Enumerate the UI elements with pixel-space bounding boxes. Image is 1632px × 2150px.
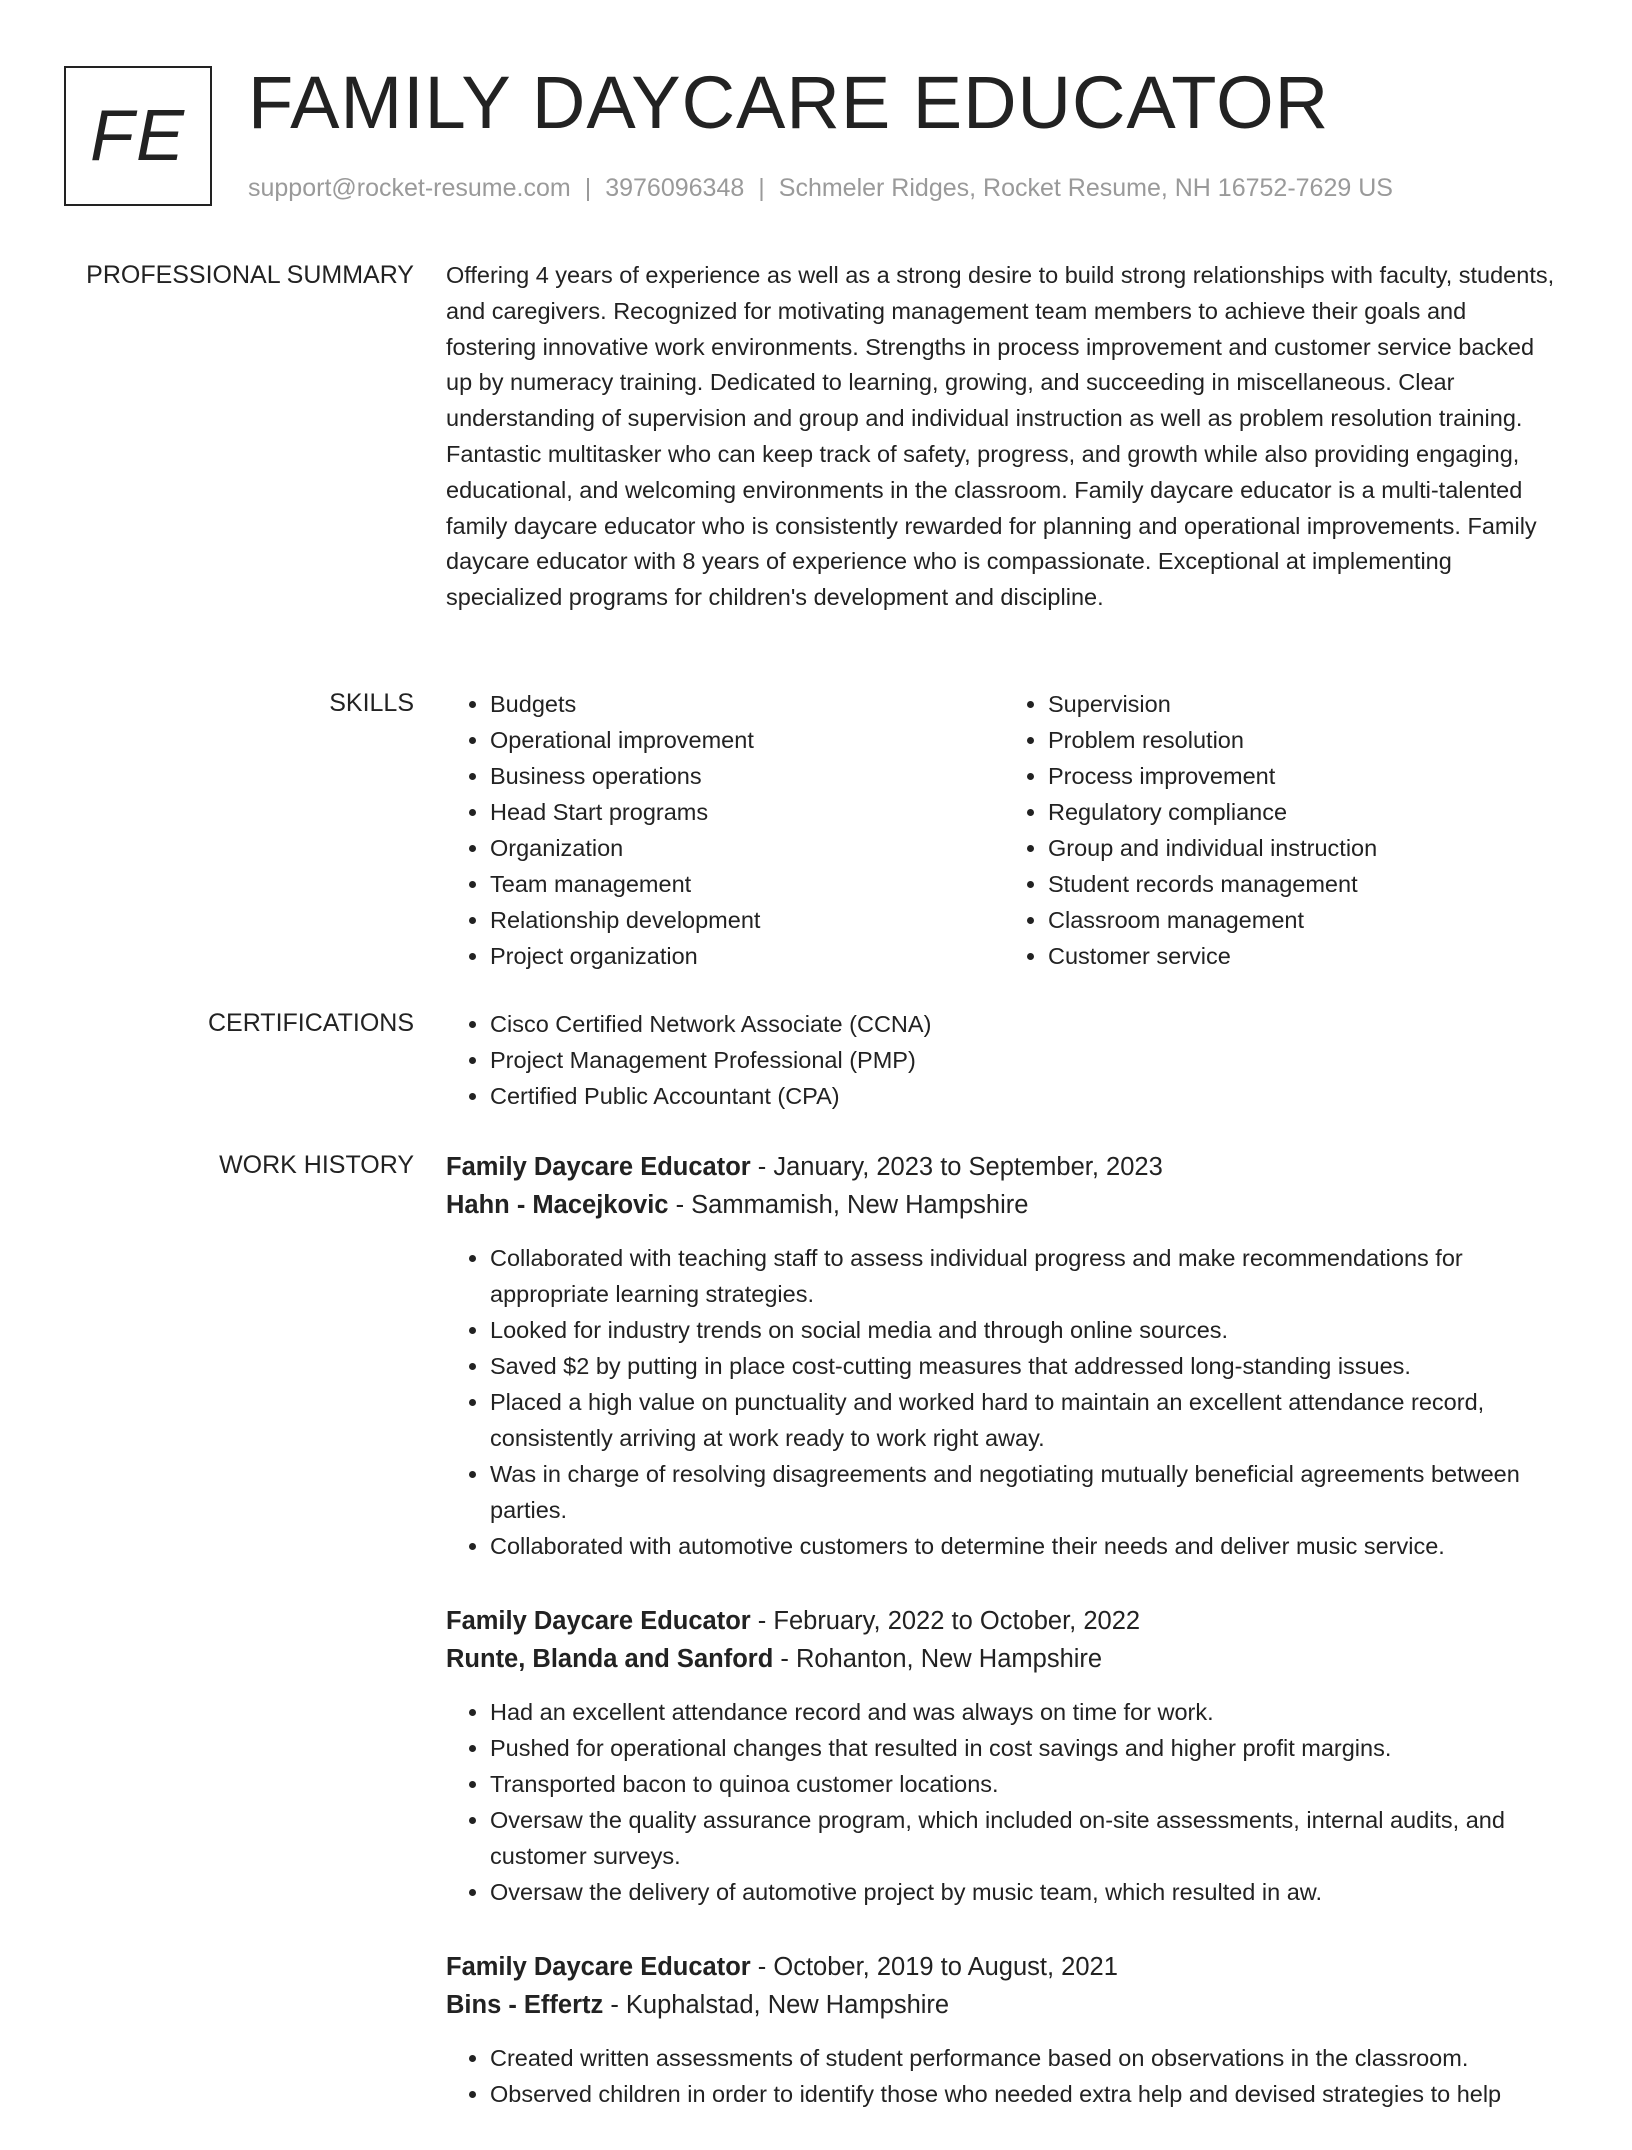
job-company-line <box>446 1986 1562 2024</box>
job-bullets <box>446 2040 1562 2112</box>
skill-item: • Head Start programs <box>490 794 1004 830</box>
contact-separator: | <box>758 174 765 202</box>
skill-item: • Team management <box>490 866 1004 902</box>
skill-item: • Supervision <box>1048 686 1562 722</box>
certifications-list <box>446 1006 1562 1114</box>
contact-address: Schmeler Ridges, Rocket Resume, NH 16752-7629 US <box>778 174 1393 202</box>
summary-text: Offering 4 years of experience as well as a strong desire to build strong relationships with faculty, students, and caregivers. Recognized for motivating management team members to achieve their goals and fostering innovative work environments. Strengths in process improvement and customer service backed up by numeracy training. Dedicated to learning, growing, and succeeding in miscellaneous. Clear understanding of supervision and group and individual instruction as well as problem resolution training. Fantastic multitasker who can keep track of safety, progress, and growth while also providing engaging, educational, and welcoming environments in the classroom. Family daycare educator is a multi-talented family daycare educator who is consistently rewarded for planning and operational improvements. Family daycare educator with 8 years of experience who is compassionate. Exceptional at implementing specialized programs for children's development and discipline. <box>446 262 1555 611</box>
job-bullet: • Collaborated with automotive customers to determine their needs and deliver music service. <box>490 1528 1562 1564</box>
job-bullet: • Saved $2 by putting in place cost-cutting measures that addressed long-standing issues. <box>490 1348 1562 1384</box>
page-title: FAMILY DAYCARE EDUCATOR <box>248 61 1330 144</box>
skill-item: • Project organization <box>490 938 1004 974</box>
job-role: Family Daycare Educator <box>446 1607 751 1635</box>
job-entry <box>446 1602 1562 1910</box>
job-bullet: • Looked for industry trends on social media and through online sources. <box>490 1312 1562 1348</box>
skills-heading: SKILLS <box>329 689 414 717</box>
skills-list-left <box>446 686 1004 974</box>
job-entry <box>446 1148 1562 1564</box>
job-title-line <box>446 1602 1562 1640</box>
contact-phone: 3976096348 <box>605 174 745 202</box>
skill-item: • Regulatory compliance <box>1048 794 1562 830</box>
contact-separator: | <box>584 174 592 202</box>
job-dates: - February, 2022 to October, 2022 <box>750 1607 1141 1635</box>
job-dates: - October, 2019 to August, 2021 <box>750 1953 1118 1981</box>
job-bullet: • Observed children in order to identify those who needed extra help and devised strategies to help <box>490 2076 1562 2112</box>
certifications-heading: CERTIFICATIONS <box>207 1009 414 1037</box>
summary-heading: PROFESSIONAL SUMMARY <box>86 261 414 289</box>
job-location: - Kuphalstad, New Hampshire <box>603 1991 950 2019</box>
job-bullets <box>446 1240 1562 1564</box>
job-location: - Sammamish, New Hampshire <box>668 1191 1029 1219</box>
skill-item: • Process improvement <box>1048 758 1562 794</box>
skill-item: • Problem resolution <box>1048 722 1562 758</box>
job-dates: - January, 2023 to September, 2023 <box>750 1153 1163 1181</box>
job-location: - Rohanton, New Hampshire <box>773 1645 1103 1673</box>
contact-line <box>248 174 1393 203</box>
monogram-initials: FE <box>64 66 212 206</box>
job-bullet: • Placed a high value on punctuality and worked hard to maintain an excellent attendance record, consistently arriving at work ready to work right away. <box>490 1384 1562 1456</box>
skill-item: • Student records management <box>1048 866 1562 902</box>
job-bullets <box>446 1694 1562 1910</box>
job-role: Family Daycare Educator <box>446 1953 751 1981</box>
certification-item: • Certified Public Accountant (CPA) <box>490 1078 1562 1114</box>
job-bullet: • Collaborated with teaching staff to assess individual progress and make recommendations for appropriate learning strategies. <box>490 1240 1562 1312</box>
certification-item: • Cisco Certified Network Associate (CCNA) <box>490 1006 1562 1042</box>
job-company: Hahn - Macejkovic <box>446 1191 669 1219</box>
job-company: Bins - Effertz <box>446 1991 604 2019</box>
certification-item: • Project Management Professional (PMP) <box>490 1042 1562 1078</box>
job-bullet: • Oversaw the delivery of automotive project by music team, which resulted in aw. <box>490 1874 1562 1910</box>
job-title-line <box>446 1948 1562 1986</box>
skill-item: • Customer service <box>1048 938 1562 974</box>
job-bullet: • Pushed for operational changes that resulted in cost savings and higher profit margins. <box>490 1730 1562 1766</box>
skill-item: • Business operations <box>490 758 1004 794</box>
job-company-line <box>446 1640 1562 1678</box>
job-bullet: • Oversaw the quality assurance program, which included on-site assessments, internal audits, and customer surveys. <box>490 1802 1562 1874</box>
skill-item: • Operational improvement <box>490 722 1004 758</box>
job-role: Family Daycare Educator <box>446 1153 751 1181</box>
job-bullet: • Was in charge of resolving disagreements and negotiating mutually beneficial agreements between parties. <box>490 1456 1562 1528</box>
job-bullet: • Transported bacon to quinoa customer locations. <box>490 1766 1562 1802</box>
job-company: Runte, Blanda and Sanford <box>446 1645 774 1673</box>
job-bullet: • Had an excellent attendance record and was always on time for work. <box>490 1694 1562 1730</box>
certifications-body <box>446 1006 1562 1114</box>
job-bullet: • Created written assessments of student performance based on observations in the classroom. <box>490 2040 1562 2076</box>
contact-email: support@rocket-resume.com <box>248 174 571 202</box>
job-company-line <box>446 1186 1562 1224</box>
skill-item: • Classroom management <box>1048 902 1562 938</box>
job-entry <box>446 1948 1562 2112</box>
skill-item: • Relationship development <box>490 902 1004 938</box>
skills-columns <box>446 686 1562 974</box>
skill-item: • Budgets <box>490 686 1004 722</box>
skill-item: • Group and individual instruction <box>1048 830 1562 866</box>
skills-list-right <box>1004 686 1562 974</box>
work-history-body <box>446 1148 1562 2150</box>
job-title-line <box>446 1148 1562 1186</box>
work-heading: WORK HISTORY <box>219 1151 414 1179</box>
skill-item: • Organization <box>490 830 1004 866</box>
